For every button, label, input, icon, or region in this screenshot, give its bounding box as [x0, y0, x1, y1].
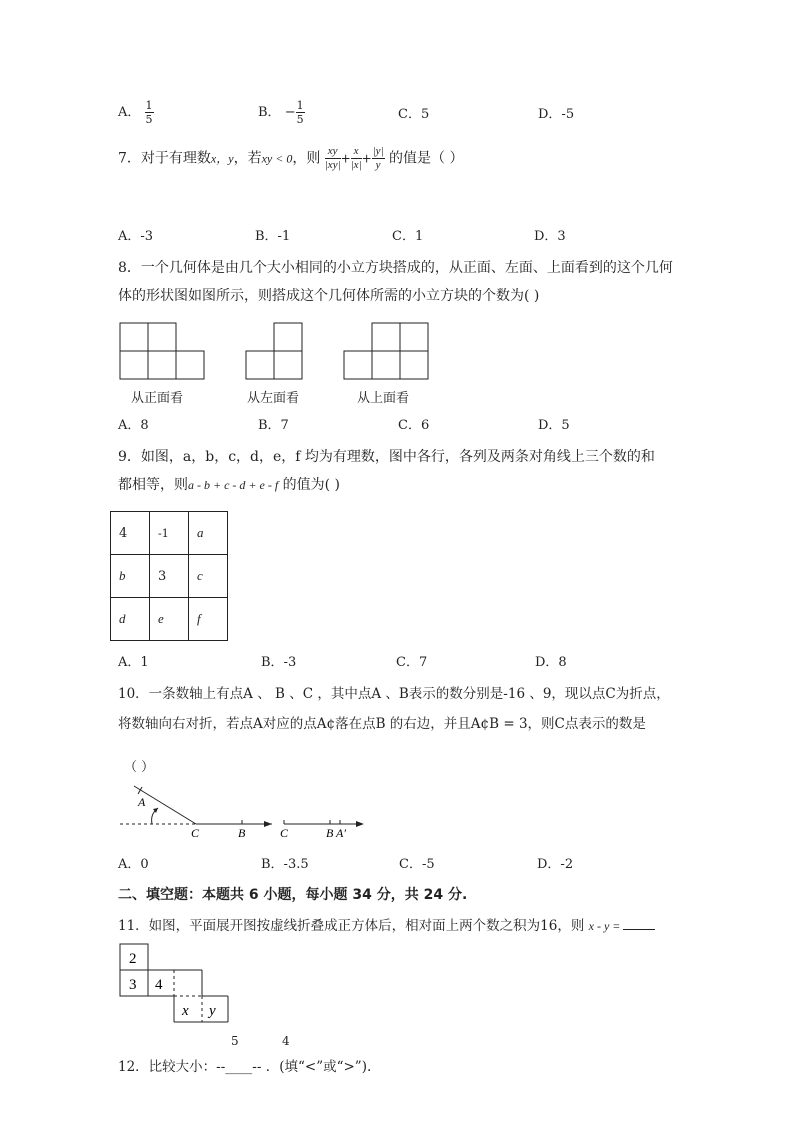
- q9-grid-cell: c: [189, 555, 228, 598]
- label-b2: B: [326, 826, 334, 840]
- q8-option-a: A．8: [118, 418, 149, 433]
- q11-expression: x - y =: [588, 919, 621, 933]
- q8-option-c: C．6: [398, 418, 430, 433]
- q10-option-c: C．-5: [399, 857, 435, 872]
- q9-option-b: B．-3: [261, 655, 297, 670]
- q8-option-b: B．7: [258, 418, 289, 433]
- net-label-4: 4: [155, 977, 163, 993]
- net-label-x: x: [182, 1003, 189, 1019]
- q10-option-d: D．-2: [537, 857, 574, 872]
- net-label-2: 2: [129, 951, 137, 967]
- net-label-3: 3: [129, 977, 137, 993]
- q9-grid-row: [111, 598, 228, 641]
- q10-line-1: 10．一条数轴上有点A 、 B 、C ，其中点A 、B表示的数分别是-16 、9，现以点C为折点，: [118, 686, 670, 702]
- q9-grid-cell: d: [111, 598, 150, 641]
- q9-grid-cell: b: [111, 555, 150, 598]
- q7-option-d: D．3: [534, 229, 566, 244]
- q7-stem-end: 的值是（ ）: [389, 150, 464, 167]
- left-view: [246, 323, 302, 379]
- q7-stem: [118, 146, 464, 171]
- q12-top-5: 5: [231, 1034, 239, 1048]
- q7-then: ，则: [292, 150, 321, 167]
- q9-grid-cell: f: [189, 598, 228, 641]
- q9-line-2-post: 的值为( ): [278, 477, 340, 493]
- q6-option-b-fraction: $\frac{1}{5}$: [296, 99, 304, 126]
- q7-option-a: A．-3: [118, 229, 154, 244]
- q7-cond-pre: ，若: [233, 150, 262, 167]
- q9-grid-cell: e: [150, 598, 189, 641]
- q6-option-d: D．-5: [538, 107, 575, 122]
- q7-plus-2: +: [361, 151, 372, 166]
- q9-option-d: D．8: [535, 655, 567, 670]
- label-a-prime: A′: [336, 826, 346, 840]
- label-c2: C: [280, 826, 289, 840]
- q7-fraction-1: $\frac{xy}{|xy|}$: [324, 145, 341, 171]
- q10-paren: （ ）: [124, 760, 155, 775]
- top-view: [344, 323, 428, 379]
- q11-answer-blank: [623, 917, 655, 930]
- label-c: C: [191, 826, 200, 840]
- q7-option-c: C．1: [392, 229, 424, 244]
- q9-line-2: [118, 474, 340, 494]
- q9-grid-row: [111, 512, 228, 555]
- section-2-heading: 二、填空题：本题共 6 小题，每小题 34 分，共 24 分.: [118, 887, 468, 903]
- q8-views-figure: [118, 322, 438, 382]
- q9-expression: a - b + c - d + e - f: [188, 478, 279, 492]
- q7-stem-start: 7．对于有理数: [118, 150, 211, 167]
- q9-line-2-pre: 都相等，则: [118, 477, 188, 493]
- q6-option-b: [258, 100, 305, 125]
- q9-line-1: 9．如图，a，b，c，d，e，f 均为有理数，图中各行，各列及两条对角线上三个数的和: [118, 449, 655, 465]
- q8-view-label-front: 从正面看: [131, 391, 184, 406]
- q9-grid-row: [111, 555, 228, 598]
- q11-line: [118, 914, 655, 934]
- axis-right-arrow: [356, 821, 364, 827]
- axis-left-arrow: [264, 821, 272, 827]
- q7-fraction-3: $\frac{|y|}{y}$: [372, 145, 384, 171]
- q12-line: 12．比较大小：--____-- ．(填“<”或“>”).: [118, 1059, 372, 1075]
- q6-option-b-sign: −: [284, 105, 296, 120]
- q11-cube-net: [118, 942, 238, 1026]
- q8-line-2: 体的形状图如图所示，则搭成这个几何体所需的小立方块的个数为( ): [118, 288, 540, 304]
- q7-vars: x，y: [210, 151, 234, 166]
- q7-fraction-2: $\frac{x}{|x|}$: [350, 145, 362, 171]
- front-view: [120, 323, 204, 379]
- q8-line-1: 8．一个几何体是由几个大小相同的小立方块搭成的，从正面、左面、上面看到的这个几何: [118, 260, 673, 276]
- q8-view-label-left: 从左面看: [247, 391, 300, 406]
- net-label-y: y: [209, 1003, 216, 1019]
- q6-option-c: C．5: [398, 107, 430, 122]
- q6-option-a-fraction: $\frac{1}{5}$: [145, 99, 153, 126]
- q7-condition: xy < 0: [261, 151, 293, 166]
- q9-grid-cell: -1: [150, 512, 189, 555]
- q9-grid-cell: 4: [111, 512, 150, 555]
- q8-option-d: D．5: [538, 418, 570, 433]
- q6-option-a-label: A．: [118, 105, 141, 120]
- label-b: B: [238, 826, 246, 840]
- q9-grid: [110, 511, 228, 641]
- q9-grid-cell: 3: [150, 555, 189, 598]
- q10-fold-figure: [118, 776, 368, 840]
- q10-line-2: 将数轴向右对折，若点A对应的点A¢落在点B 的右边，并且A¢B = 3，则C点表示的数是: [118, 716, 646, 732]
- q6-option-b-label: B．: [258, 105, 281, 120]
- q9-grid-cell: a: [189, 512, 228, 555]
- q10-option-a: A．0: [118, 857, 149, 872]
- label-a: A: [138, 795, 146, 809]
- q9-option-a: A．1: [118, 655, 149, 670]
- q9-option-c: C．7: [396, 655, 428, 670]
- q6-option-a: [118, 100, 154, 125]
- q7-option-b: B．-1: [255, 229, 291, 244]
- q7-plus-1: +: [340, 151, 351, 166]
- q8-view-label-top: 从上面看: [357, 391, 410, 406]
- q10-option-b: B．-3.5: [261, 857, 309, 872]
- q12-top-4: 4: [282, 1034, 290, 1048]
- q11-text: 11．如图，平面展开图按虚线折叠成正方体后，相对面上两个数之积为16，则: [118, 918, 585, 934]
